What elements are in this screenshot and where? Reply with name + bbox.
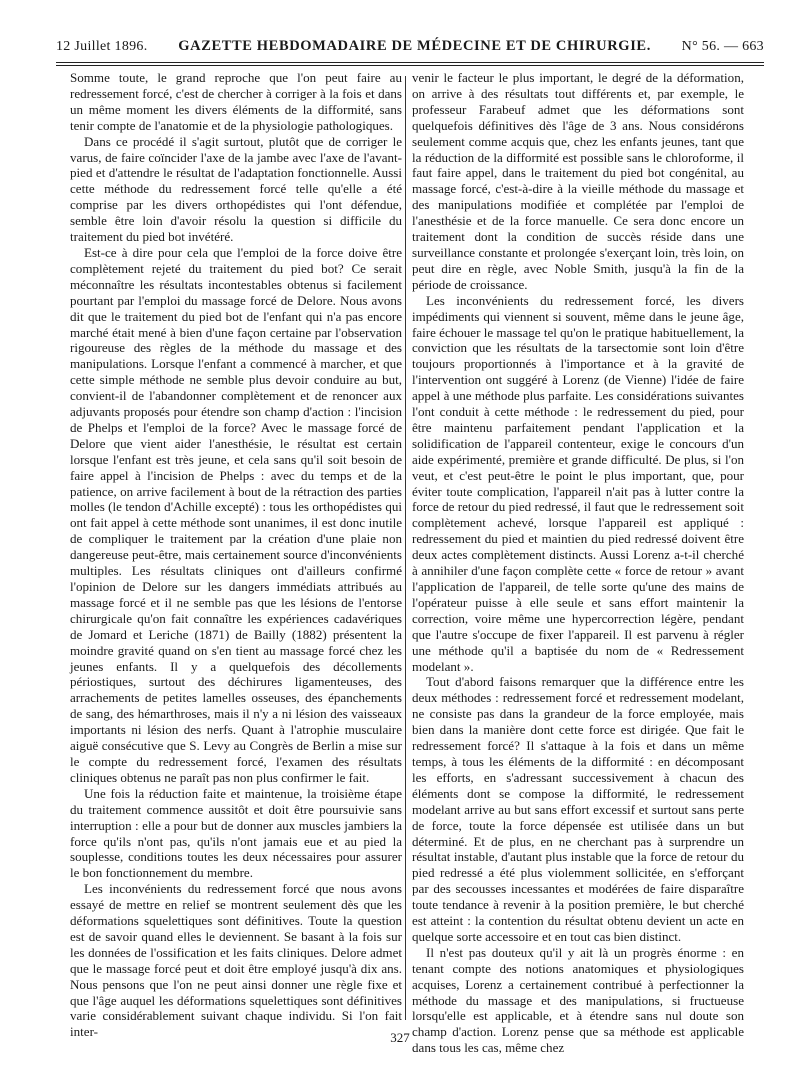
header-date: 12 Juillet 1896.	[56, 39, 148, 54]
paragraph: Tout d'abord faisons remarquer que la différence entre les deux méthodes : redressement forcé et redressement modelant, ne consiste pas dans la grandeur de la force employée, mais bien dans la manière dont cette force est dirigée. Que fait le redressement forcé? Il s'attaque à la fois et dans un même temps, à tous les éléments de la difformité : en décomposant les efforts, en s'adressant successivement à chacun des éléments dont se compose la difformité, le redressement modelant arrive au but sans effort excessif et surtout sans perte de force, toute la force dépensée est utilisée dans un but déterminé. Et de plus, en ne cherchant pas à surprendre un résultat instable, d'autant plus instable que la force de retour du pied redressé a été plus violemment sollicitée, en s'efforçant par des secousses incessantes et modérées de faire disparaître toute tendance à revenir à la position première, le but cherché est atteint : la contention du résultat obtenu devient un acte en quelque sorte accessoire et en tout cas bien distinct.	[412, 674, 744, 944]
column-divider	[405, 76, 406, 1020]
header-rule	[56, 62, 764, 66]
left-column	[70, 70, 403, 1040]
paragraph: Les inconvénients du redressement forcé, les divers impédiments qui viennent si souvent, même dans le jeune âge, faire échouer le massage tel qu'on le pratique habituellement, la conviction que les résultats de la tarsectomie sont loin d'être toujours proportionnés à l'importance et à la gravité de l'intervention ont suggéré à Lorenz (de Vienne) l'idée de faire appel à une méthode plus parfaite. Les considérations suivantes l'ont conduit à cette méthode : le redressement du pied, pour être maintenu parfaitement pendant l'application et la solidification de l'appareil contenteur, exige le concours d'un aide expérimenté, première et grande difficulté. De plus, si l'on veut, et c'est peut-être le point le plus important, que, pour éviter toute complication, l'appareil n'ait pas à lutter contre la force de retour du pied redressé, il faut que le redressement soit complètement achevé, lorsque l'appareil est appliqué : redressement du pied et maintien du pied redressé doivent être deux actes complètement distincts. Aussi Lorenz a-t-il cherché à annihiler d'une façon complète cette « force de retour » avant l'application de l'appareil, de telle sorte qu'une des mains de l'opérateur puisse à elle seule et sans effort maintenir la correction, voire même une hypercorrection légère, pendant que l'autre s'occupe de fixer l'appareil. Il est parvenu à régler une méthode qu'il a baptisée du nom de « Redressement modelant ».	[412, 292, 745, 674]
right-column	[412, 70, 745, 1056]
paragraph: Est-ce à dire pour cela que l'emploi de la force doive être complètement rejeté du traitement du pied bot? Ce serait méconnaître les résultats incontestables obtenus si facilement pourtant par l'emploi du massage forcé de Delore. Nous avons dit que le traitement du pied bot de l'enfant qui n'a pas encore marché était mené à bien d'une façon certaine par l'observation rigoureuse des règles de la méthode du massage et des manipulations. Lorsque l'enfant a commencé à marcher, et que cette simple méthode ne semble plus devoir conduire au but, convient-il de l'abandonner complètement et de renoncer aux adjuvants proposés pour étendre son champ d'action : l'incision de Phelps et l'emploi de la force? Avec le massage forcé de Delore que vient aider l'anesthésie, le résultat est certain lorsque l'enfant est très jeune, et cela sans qu'il soit besoin de faire appel à l'incision de Phelps : avec du temps et de la patience, on arrive facilement à bout de la rétraction des parties molles (le tendon d'Achille excepté) : tous les orthopédistes qui ont fait appel à cette méthode sont unanimes, il est donc inutile de compliquer le traitement par la création d'une plaie non dangereuse peut-être, mais certainement source d'inconvénients multiples. Les résultats cliniques ont d'ailleurs confirmé l'opinion de Delore sur les dangers immédiats attribués au massage forcé et il ne semble pas que les lésions de l'entorse chirurgicale qu'on fait connaître les expériences cadavériques de Jomard et Leriche (1871) de Bailly (1882) présentent la moindre gravité quand on s'en tient au massage forcé chez les jeunes enfants. Il y a quelquefois des décollements périostiques, surtout des déchirures ligamenteuses, des arrachements de petites lamelles osseuses, des épanchements de sang, des hémarthroses, mais il n'y a ni lésion des vaisseaux importants ni lésion des nerfs. Quant à l'atrophie musculaire aiguë consécutive que S. Levy au Congrès de Berlin a mise sur le compte du redressement forcé, l'examen des résultats cliniques obtenus ne paraît pas non plus confirmer le fait.	[70, 244, 403, 785]
running-header	[56, 38, 764, 60]
paragraph: Somme toute, le grand reproche que l'on peut faire au redressement forcé, c'est de chercher à corriger à la fois et dans un même moment les divers éléments de la difformité, sans tenir compte de l'anatomie et de la physiologie pathologiques.	[70, 70, 402, 133]
paragraph: Il n'est pas douteux qu'il y ait là un progrès énorme : en tenant compte des notions anatomiques et physiologiques acquises, Lorenz a certainement contribué à perfectionner la méthode du massage et des manipulations, si fructueuse lorsqu'elle est applicable, et à étendre sans nul doute son champ d'action. Lorenz pense que sa méthode est applicable dans tous les cas, même chez	[412, 944, 744, 1056]
header-journal-title: GAZETTE HEBDOMADAIRE DE MÉDECINE ET DE CHIRURGIE.	[178, 38, 651, 54]
paragraph: Une fois la réduction faite et maintenue, la troisième étape du traitement commence aussitôt et doit être poursuivie sans interruption : elle a pour but de donner aux muscles jambiers la force qu'ils n'ont pas, qu'ils n'ont jamais eue et au pied la souplesse, conditions toutes les deux nécessaires pour assurer le bon fonctionnement du membre.	[70, 785, 402, 881]
header-issue-page: N° 56. — 663	[681, 39, 764, 54]
paragraph: Dans ce procédé il s'agit surtout, plutôt que de corriger le varus, de faire coïncider l'axe de la jambe avec l'axe de l'avant-pied et d'attendre le résultat de l'adaptation fonctionnelle. Aussi cette méthode du redressement forcé telle qu'elle a été comprise par les divers orthopédistes qui l'ont défendue, semble être loin d'avoir résolu la question si difficile du traitement du pied bot invétéré.	[70, 133, 402, 245]
paragraph: Les inconvénients du redressement forcé que nous avons essayé de mettre en relief se montrent seulement dès que les déformations squelettiques sont définitives. Toute la question est de savoir quand elles le deviennent. Se basant à la fois sur les données de l'ossification et les faits cliniques. Delore admet que le massage forcé peut et doit être employé jusqu'à dix ans. Nous pensons que l'on ne peut ainsi donner une règle fixe et que l'âge auquel les déformations squelettiques sont définitives varie considérablement suivant chaque individu. Si l'on fait inter-	[70, 881, 402, 1040]
page-folio: 327	[390, 1030, 410, 1045]
paragraph-continuation: venir le facteur le plus important, le degré de la déformation, on arrive à des résultats tout différents et, par exemple, le professeur Farabeuf admet que les déformations sont quelquefois définitives dès l'âge de 3 ans. Nous considérons seulement comme acquis que, chez les enfants jeunes, tant que la réduction de la difformité est possible sans le chloroforme, il faut faire appel, dans le traitement du pied bot congénital, au massage forcé, c'est-à-dire à la vieille méthode du massage et des manipulations modifiée et complétée par l'emploi de l'anesthésie et de la force manuelle. Ce sera donc encore un traitement dont la condition de succès réside dans une surveillance constante et prolongée s'exerçant loin, très loin, on peut dire en règle, avec Noble Smith, jusqu'à la fin de la période de croissance.	[412, 70, 744, 292]
